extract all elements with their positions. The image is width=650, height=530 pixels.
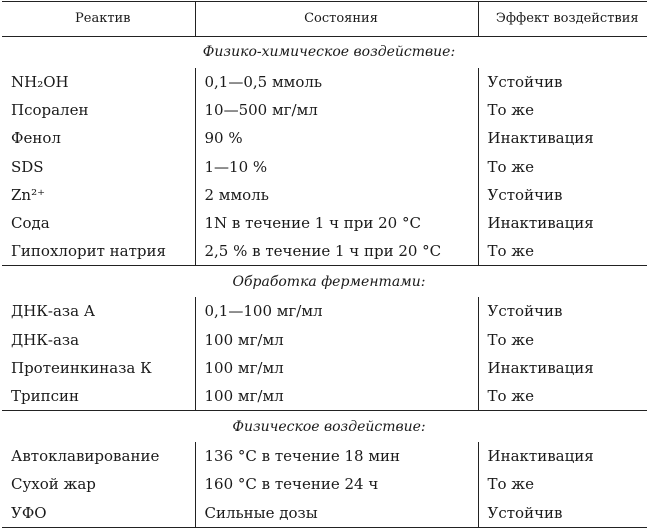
table-row [2, 68, 647, 96]
table-row [2, 325, 647, 353]
section-title: Физическое воздействие: [2, 411, 647, 442]
condition-cell: 136 °С в течение 18 мин [195, 442, 478, 470]
condition-cell: 1—10 % [195, 152, 478, 180]
condition-cell: 100 мг/мл [195, 325, 478, 353]
reagent-cell: Фенол [11, 129, 61, 148]
effect-cell: Инактивация [478, 209, 647, 237]
table-row [2, 181, 647, 209]
condition-cell: 1N в течение 1 ч при 20 °С [195, 209, 478, 237]
reagent-stability-table [2, 1, 647, 528]
effect-cell: То же [478, 382, 647, 411]
effect-cell: Устойчив [478, 297, 647, 325]
table-row [2, 96, 647, 124]
effect-cell: Устойчив [478, 181, 647, 209]
table-row [2, 499, 647, 528]
reagent-cell: NH₂OH [11, 72, 69, 91]
effect-cell: То же [478, 152, 647, 180]
section-row [2, 266, 647, 297]
section-row [2, 411, 647, 442]
condition-cell: 10—500 мг/мл [195, 96, 478, 124]
condition-cell: 160 °С в течение 24 ч [195, 470, 478, 498]
table-row [2, 382, 647, 411]
effect-cell: То же [478, 470, 647, 498]
column-header-reagent: Реактив [2, 2, 195, 37]
reagent-cell: Zn²⁺ [11, 185, 46, 204]
reagent-cell: ДНК-аза А [11, 302, 96, 321]
effect-cell: То же [478, 325, 647, 353]
condition-cell: 0,1—0,5 ммоль [195, 68, 478, 96]
effect-cell: Устойчив [478, 499, 647, 528]
effect-cell: Устойчив [478, 68, 647, 96]
reagent-cell: Трипсин [11, 387, 79, 406]
table-row [2, 442, 647, 470]
table-row [2, 209, 647, 237]
reagent-cell: Автоклавирование [11, 447, 160, 466]
condition-cell: 2,5 % в течение 1 ч при 20 °С [195, 237, 478, 266]
reagent-cell: SDS [11, 157, 44, 176]
condition-cell: 90 % [195, 124, 478, 152]
column-header-condition: Состояния [195, 2, 478, 37]
table-row [2, 237, 647, 266]
reagent-cell: Протеинкиназа К [11, 358, 152, 377]
condition-cell: 2 ммоль [195, 181, 478, 209]
condition-cell: 0,1—100 мг/мл [195, 297, 478, 325]
reagent-cell: Гипохлорит натрия [11, 242, 166, 261]
condition-cell: 100 мг/мл [195, 354, 478, 382]
table-row [2, 297, 647, 325]
table-row [2, 124, 647, 152]
reagent-cell: ДНК-аза [11, 330, 80, 349]
effect-cell: Инактивация [478, 354, 647, 382]
effect-cell: Инактивация [478, 442, 647, 470]
section-title: Обработка ферментами: [2, 266, 647, 297]
table-row [2, 152, 647, 180]
effect-cell: Инактивация [478, 124, 647, 152]
reagent-cell: Сухой жар [11, 475, 96, 494]
reagent-cell: УФО [2, 499, 195, 528]
condition-cell: 100 мг/мл [195, 382, 478, 411]
table-row [2, 470, 647, 498]
reagent-cell: Псорален [11, 100, 89, 119]
table-row [2, 354, 647, 382]
section-row [2, 36, 647, 67]
reagent-cell: Сода [11, 214, 50, 233]
section-title: Физико-химическое воздействие: [202, 44, 456, 61]
header-row [2, 2, 647, 37]
effect-cell: То же [478, 96, 647, 124]
column-header-effect: Эффект воздействия [478, 2, 647, 37]
condition-cell: Сильные дозы [195, 499, 478, 528]
effect-cell: То же [478, 237, 647, 266]
